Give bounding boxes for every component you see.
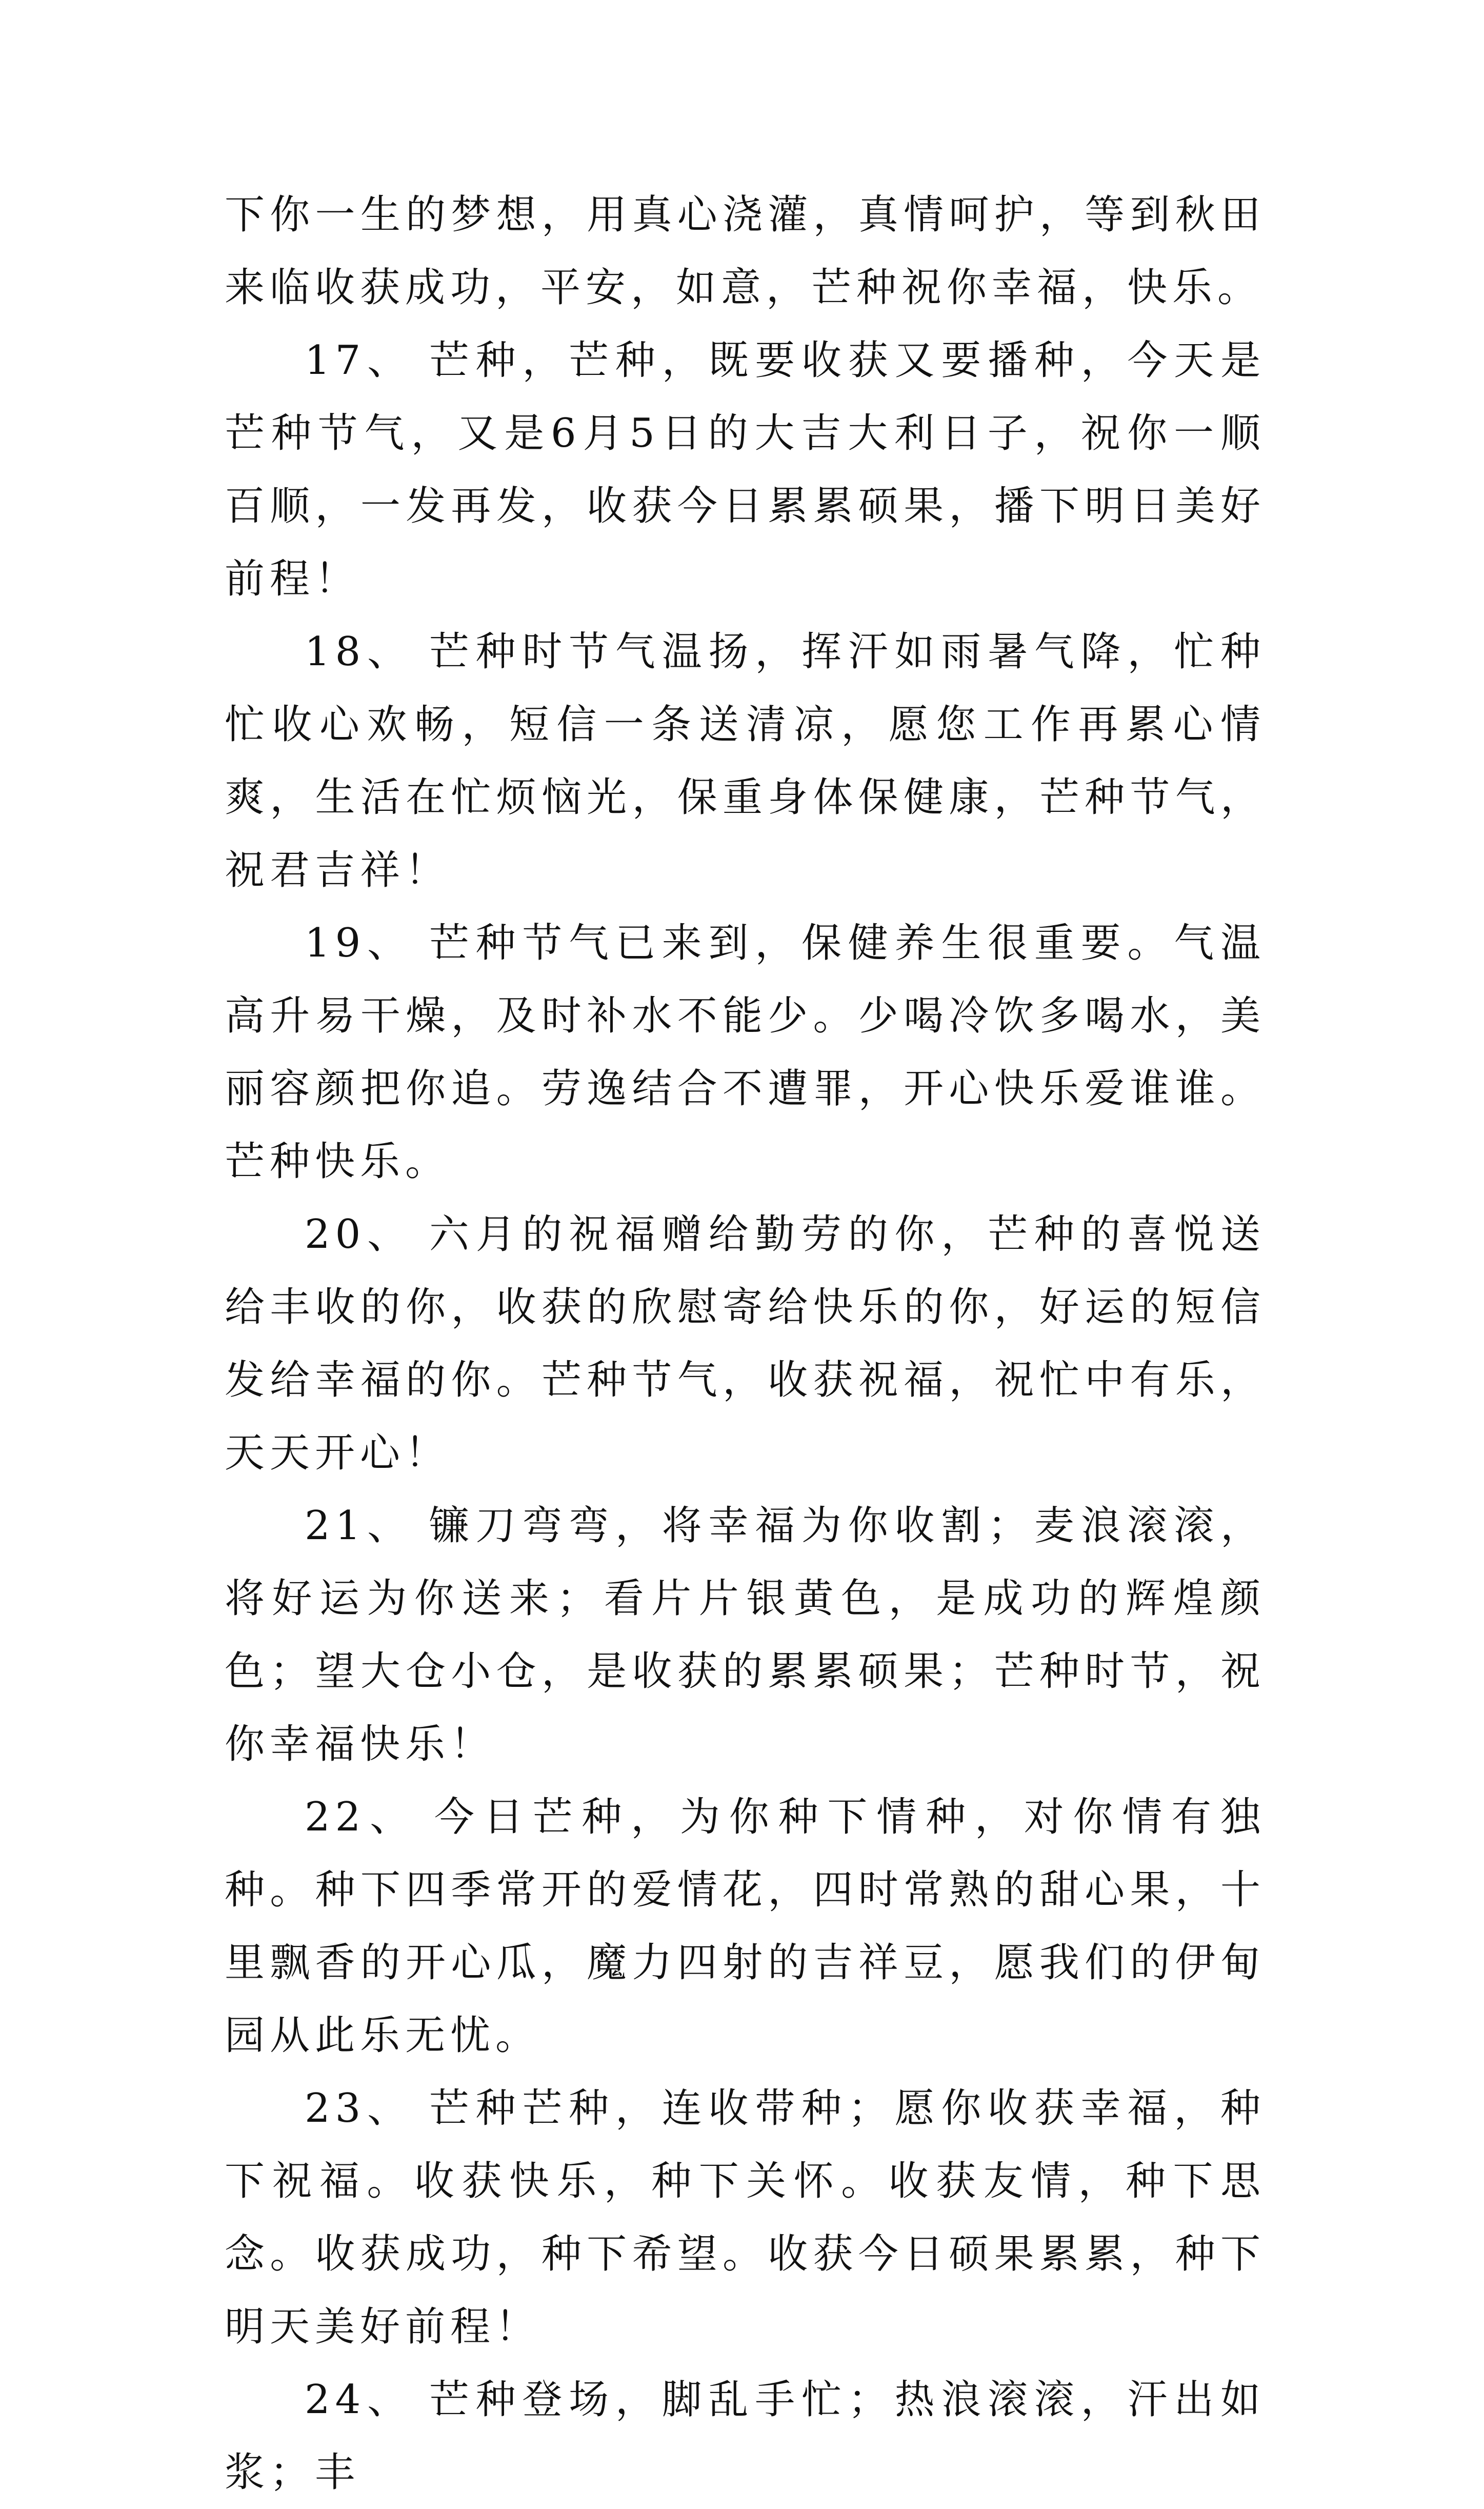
paragraph-text: 镰刀弯弯，将幸福为你收割；麦浪滚滚，将好运为你送来；看片片银黄色，是成功的辉煌颜色；望大仓小仓，是收获的累累硕果；芒种时节，祝你幸福快乐！ — [225, 1503, 1266, 1767]
paragraph-text: 芒种节气已来到，保健养生很重要。气温高升易干燥，及时补水不能少。少喝冷饮多喝水，美丽容颜把你追。劳逸结合不遭罪，开心快乐爱谁谁。芒种快乐。 — [225, 920, 1266, 1185]
paragraph-18 — [225, 615, 1266, 907]
paragraph-text: 芒种登场，脚乱手忙；热浪滚滚，汗出如浆；丰 — [225, 2377, 1266, 2496]
paragraph-text: 今日芒种，为你种下情种，对你情有独种。种下四季常开的爱情花，四时常熟的甜心果，十里飘香的开心瓜，魔力四射的吉祥豆，愿我们的伊甸园从此乐无忧。 — [225, 1794, 1266, 2059]
paragraph-continuation — [225, 178, 1266, 324]
paragraph-20 — [225, 1198, 1266, 1489]
paragraph-21 — [225, 1489, 1266, 1781]
paragraph-24 — [225, 2363, 1266, 2509]
paragraph-text: 芒种，芒种，既要收获又要播种，今天是芒种节气，又是6月5日的大吉大利日子，祝你一顺百顺，一发再发，收获今日累累硕果，播下明日美好前程！ — [225, 337, 1266, 602]
paragraph-text: 下你一生的梦想，用真心浇灌，真情呵护，等到秋田来临收获成功，平安，如意，芒种祝你幸福，快乐。 — [225, 192, 1266, 311]
paragraph-number: 18、 — [305, 629, 414, 675]
paragraph-number: 19、 — [305, 920, 414, 966]
paragraph-number: 20、 — [305, 1211, 414, 1258]
paragraph-number: 22、 — [305, 1794, 419, 1840]
paragraph-text: 六月的祝福赠给勤劳的你，芒种的喜悦送给丰收的你，收获的欣慰寄给快乐的你，好运的短信发给幸福的你。芒种节气，收获祝福，祝忙中有乐，天天开心！ — [225, 1211, 1266, 1476]
paragraph-number: 23、 — [305, 2085, 414, 2132]
paragraph-17 — [225, 324, 1266, 615]
paragraph-23 — [225, 2072, 1266, 2363]
paragraph-number: 24、 — [305, 2377, 414, 2423]
paragraph-22 — [225, 1781, 1266, 2072]
paragraph-number: 21、 — [305, 1503, 414, 1549]
paragraph-19 — [225, 907, 1266, 1198]
document-body — [225, 178, 1266, 2509]
paragraph-number: 17、 — [305, 337, 414, 384]
paragraph-text: 芒种时节气温扬，挥汗如雨暑气降，忙种忙收心欢畅，短信一条送清凉，愿您工作再累心情爽，生活在忙烦恼光，保重身体保健康，芒种节气，祝君吉祥！ — [225, 629, 1266, 893]
paragraph-text: 芒种芒种，连收带种；愿你收获幸福，种下祝福。收获快乐，种下关怀。收获友情，种下思念。收获成功，种下希望。收获今日硕果累累，种下明天美好前程！ — [225, 2085, 1266, 2350]
